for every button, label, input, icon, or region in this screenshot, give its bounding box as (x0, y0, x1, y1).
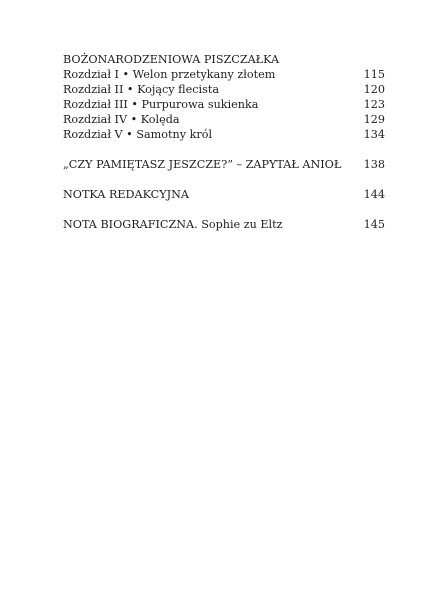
toc-section-page: 145 (363, 218, 385, 231)
toc-section-title: NOTKA REDAKCYJNA (63, 188, 189, 201)
toc-section (63, 217, 385, 232)
toc-entry-title: Rozdział II • Kojący flecista (63, 83, 219, 96)
spacer (63, 142, 385, 157)
toc-entry-title: Rozdział IV • Kolęda (63, 113, 180, 126)
toc-entry (63, 67, 385, 82)
toc-entry-title: Rozdział I • Welon przetykany złotem (63, 68, 276, 81)
toc-entry-page: 134 (363, 128, 385, 141)
toc-section (63, 187, 385, 202)
toc-entry-page: 123 (363, 98, 385, 111)
toc-section-title: NOTA BIOGRAFICZNA. Sophie zu Eltz (63, 218, 283, 231)
toc-entry-title: Rozdział V • Samotny król (63, 128, 213, 141)
toc-entry-page: 129 (363, 113, 385, 126)
toc-section-title: „CZY PAMIĘTASZ JESZCZE?” – ZAPYTAŁ ANIOŁ (63, 158, 342, 171)
toc-entry-page: 115 (363, 68, 385, 81)
toc-section-heading (63, 52, 385, 67)
toc-entry (63, 97, 385, 112)
spacer (63, 202, 385, 217)
toc-entry (63, 127, 385, 142)
toc-section (63, 157, 385, 172)
table-of-contents (63, 52, 385, 232)
toc-section-page: 138 (363, 158, 385, 171)
toc-entry (63, 112, 385, 127)
section-heading-text: BOŻONARODZENIOWA PISZCZAŁKA (63, 53, 280, 66)
toc-section-page: 144 (363, 188, 385, 201)
spacer (63, 172, 385, 187)
toc-entry-page: 120 (363, 83, 385, 96)
toc-entry-title: Rozdział III • Purpurowa sukienka (63, 98, 259, 111)
toc-entry (63, 82, 385, 97)
